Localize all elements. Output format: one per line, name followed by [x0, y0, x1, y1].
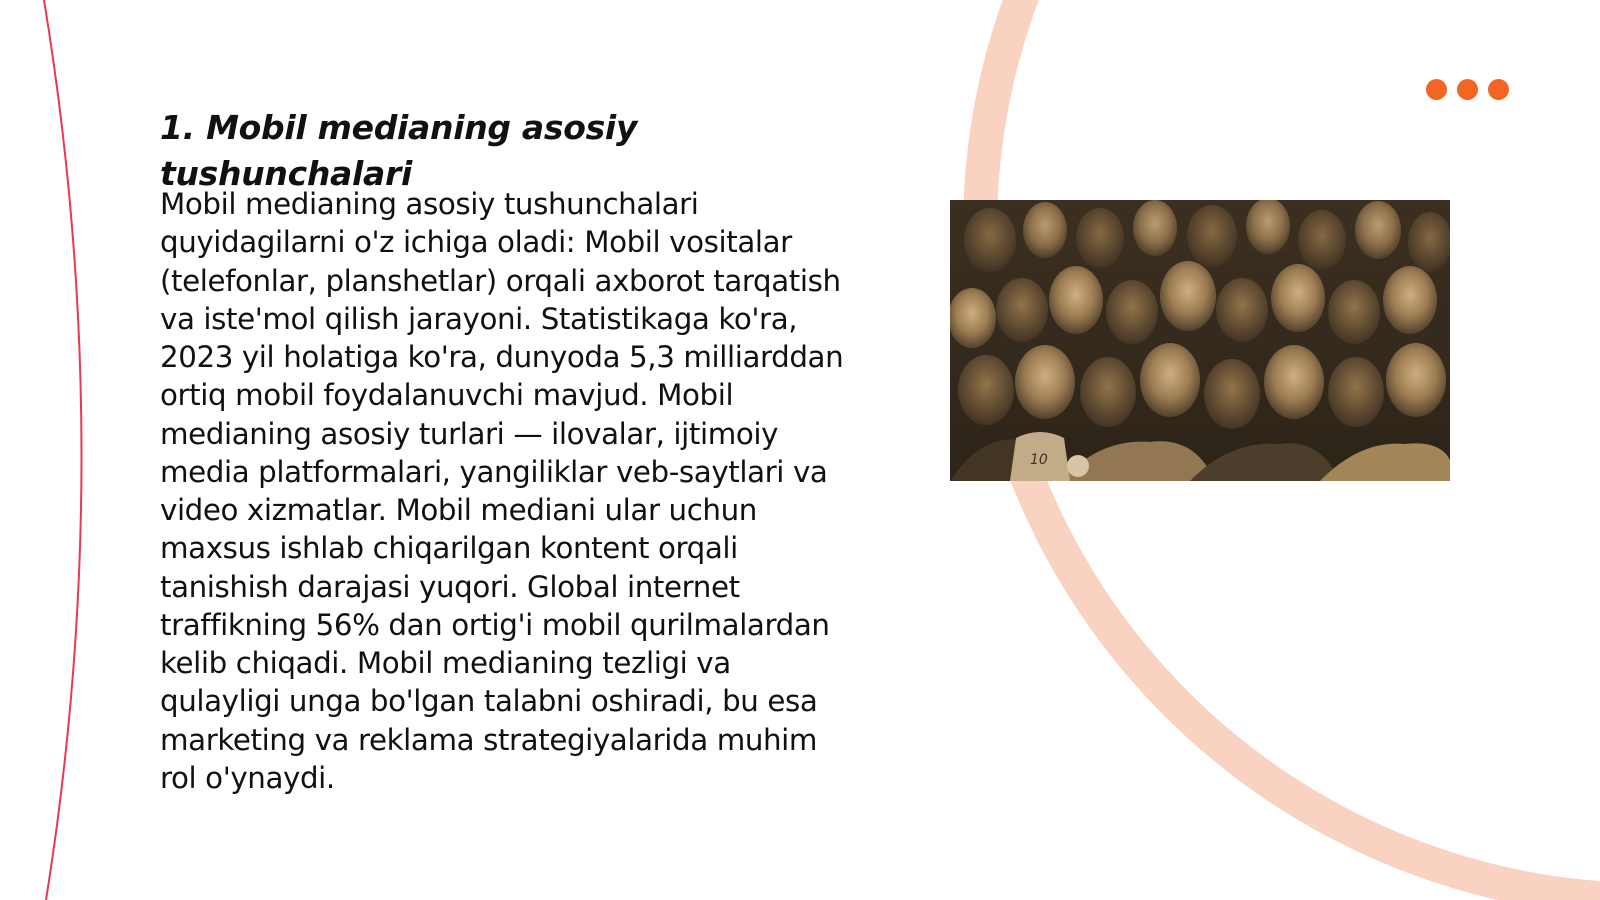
portrait-collage-graphic — [950, 200, 1450, 481]
decorative-left-line — [44, 0, 82, 900]
slide-heading: 1. Mobil medianing asosiy tushunchalari — [160, 108, 638, 193]
jersey-number: 10 — [1030, 452, 1048, 468]
portrait-collage-image — [950, 200, 1450, 481]
dot — [1426, 79, 1447, 100]
slide-body-text: Mobil medianing asosiy tushunchalari quyidagilarni o'z ichiga oladi: Mobil vositalar (telefonlar, planshetlar) orqali axborot tarqatish va iste'mol qilish jarayoni. Statistikaga ko'ra, 2023 yil holatiga ko'ra, dunyoda 5,3 milliarddan ortiq mobil foydalanuvchi mavjud. Mobil medianing asosiy turlari — ilovalar, ijtimoiy media platformalari, yangiliklar veb-saytlari va video xizmatlar. Mobil mediani ular uchun maxsus ishlab chiqarilgan kontent orqali tanishish darajasi yuqori. Global internet traffikning 56% dan ortig'i mobil qurilmalardan kelib chiqadi. Mobil medianing tezligi va qulayligi unga bo'lgan talabni oshiradi, bu esa marketing va reklama strategiyalarida muhim rol o'ynaydi. — [160, 187, 844, 795]
dot — [1457, 79, 1478, 100]
more-dots-icon — [1426, 79, 1510, 101]
dot — [1488, 79, 1509, 100]
